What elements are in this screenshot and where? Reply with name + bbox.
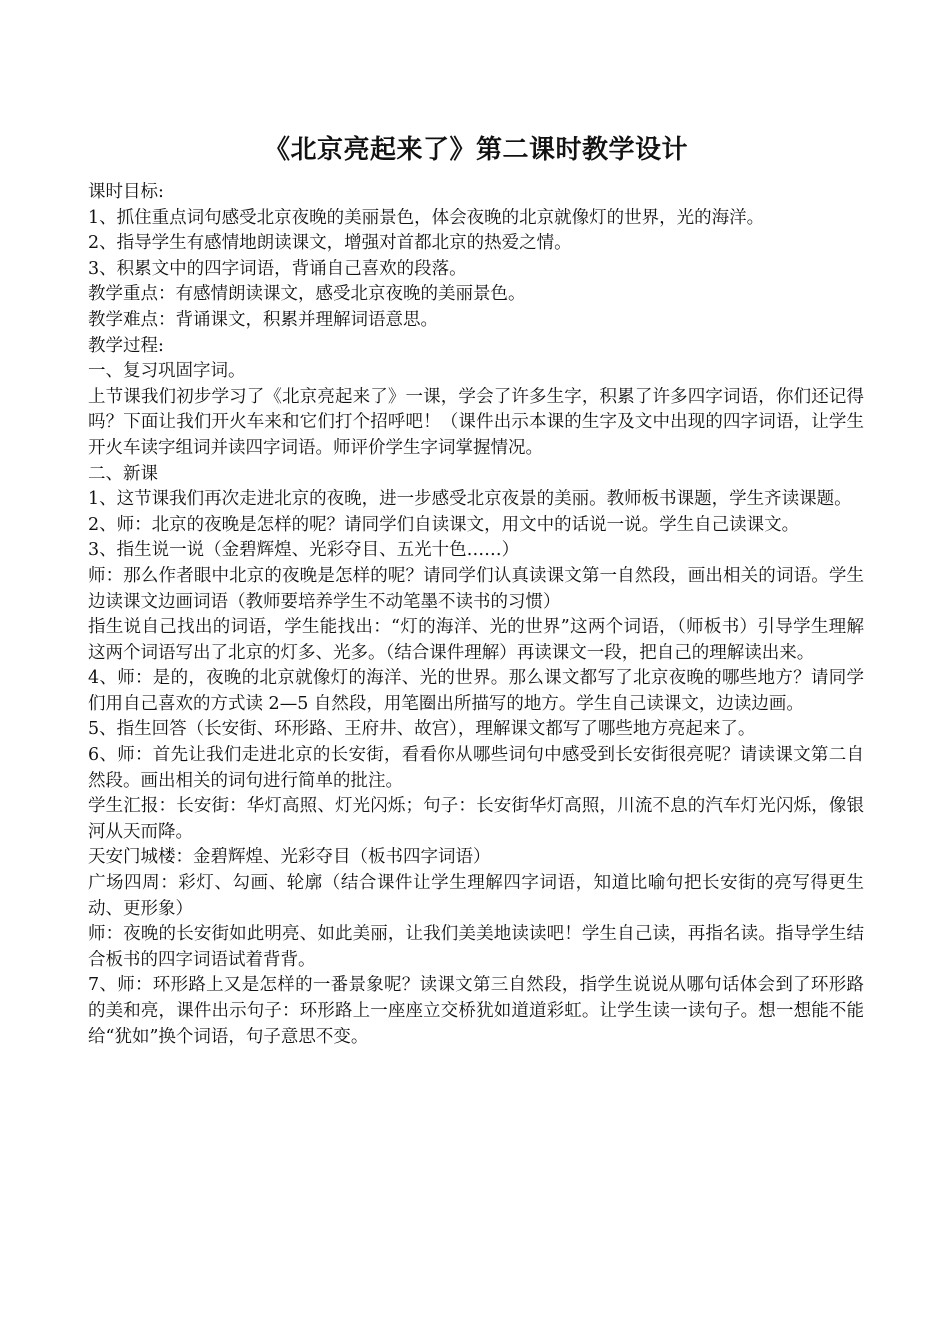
paragraph: 教学难点：背诵课文，积累并理解词语意思。	[88, 309, 438, 330]
paragraph: 上节课我们初步学习了《北京亮起来了》一课，学会了许多生字，积累了许多四字词语，你们还记得吗？下面让我们开火车来和它们打个招呼吧！（课件出示本课的生字及文中出现的四字词语，让学生开火车读字组词并读四字词语。师评价学生字词掌握情况。	[88, 386, 864, 458]
paragraph: 7、师：环形路上又是怎样的一番景象呢？读课文第三自然段，指学生说说从哪句话体会到了环形路的美和亮，课件出示句子：环形路上一座座立交桥犹如道道彩虹。让学生读一读句子。想一想能不能给“犹如”换个词语，句子意思不变。	[88, 975, 864, 1047]
paragraph: 2、师：北京的夜晚是怎样的呢？请同学们自读课文，用文中的话说一说。学生自己读课文。	[88, 514, 800, 535]
paragraph: 教学过程:	[88, 335, 164, 356]
paragraph: 广场四周：彩灯、勾画、轮廓（结合课件让学生理解四字词语，知道比喻句把长安街的亮写得更生动、更形象）	[88, 873, 864, 919]
paragraph: 3、积累文中的四字词语，背诵自己喜欢的段落。	[88, 258, 467, 279]
paragraph: 一、复习巩固字词。	[88, 361, 246, 382]
paragraph: 6、师：首先让我们走进北京的长安街，看看你从哪些词句中感受到长安街很亮呢？请读课文第二自然段。画出相关的词句进行简单的批注。	[88, 745, 864, 791]
paragraph: 师：那么作者眼中北京的夜晚是怎样的呢？请同学们认真读课文第一自然段，画出相关的词语。学生边读课文边画词语（教师要培养学生不动笔墨不读书的习惯）	[88, 565, 864, 612]
paragraph: 二、新课	[88, 463, 158, 484]
paragraph: 指生说自己找出的词语，学生能找出：“灯的海洋、光的世界”这两个词语，（师板书）引导学生理解这两个词语写出了北京的灯多、光多。（结合课件理解）再读课文一段，把自己的理解读出来。	[88, 617, 864, 663]
paragraph: 3、指生说一说（金碧辉煌、光彩夺目、五光十色……）	[88, 540, 520, 561]
paragraph: 课时目标:	[88, 182, 164, 202]
paragraph: 2、指导学生有感情地朗读课文，增强对首都北京的热爱之情。	[88, 233, 572, 254]
paragraph: 天安门城楼：金碧辉煌、光彩夺目（板书四字词语）	[88, 847, 491, 868]
document-title: 《北京亮起来了》第二课时教学设计	[263, 135, 688, 165]
paragraph: 教学重点：有感情朗读课文，感受北京夜晚的美丽景色。	[88, 284, 526, 305]
paragraph: 学生汇报：长安街：华灯高照、灯光闪烁；句子：长安街华灯高照，川流不息的汽车灯光闪烁，像银河从天而降。	[88, 796, 864, 842]
paragraph: 5、指生回答（长安街、环形路、王府井、故宫），理解课文都写了哪些地方亮起来了。	[88, 719, 756, 740]
paragraph: 1、抓住重点词句感受北京夜晚的美丽景色，体会夜晚的北京就像灯的世界，光的海洋。	[88, 207, 765, 228]
document-body	[88, 180, 864, 1050]
paragraph: 1、这节课我们再次走进北京的夜晚，进一步感受北京夜景的美丽。教师板书课题，学生齐读课题。	[88, 489, 852, 510]
paragraph: 师：夜晚的长安街如此明亮、如此美丽，让我们美美地读读吧！学生自己读，再指名读。指导学生结合板书的四字词语试着背背。	[88, 924, 864, 970]
paragraph: 4、师：是的，夜晚的北京就像灯的海洋、光的世界。那么课文都写了北京夜晚的哪些地方？请同学们用自己喜欢的方式读 2—5 自然段，用笔圈出所描写的地方。学生自己读课文，边读边画。	[88, 668, 864, 714]
